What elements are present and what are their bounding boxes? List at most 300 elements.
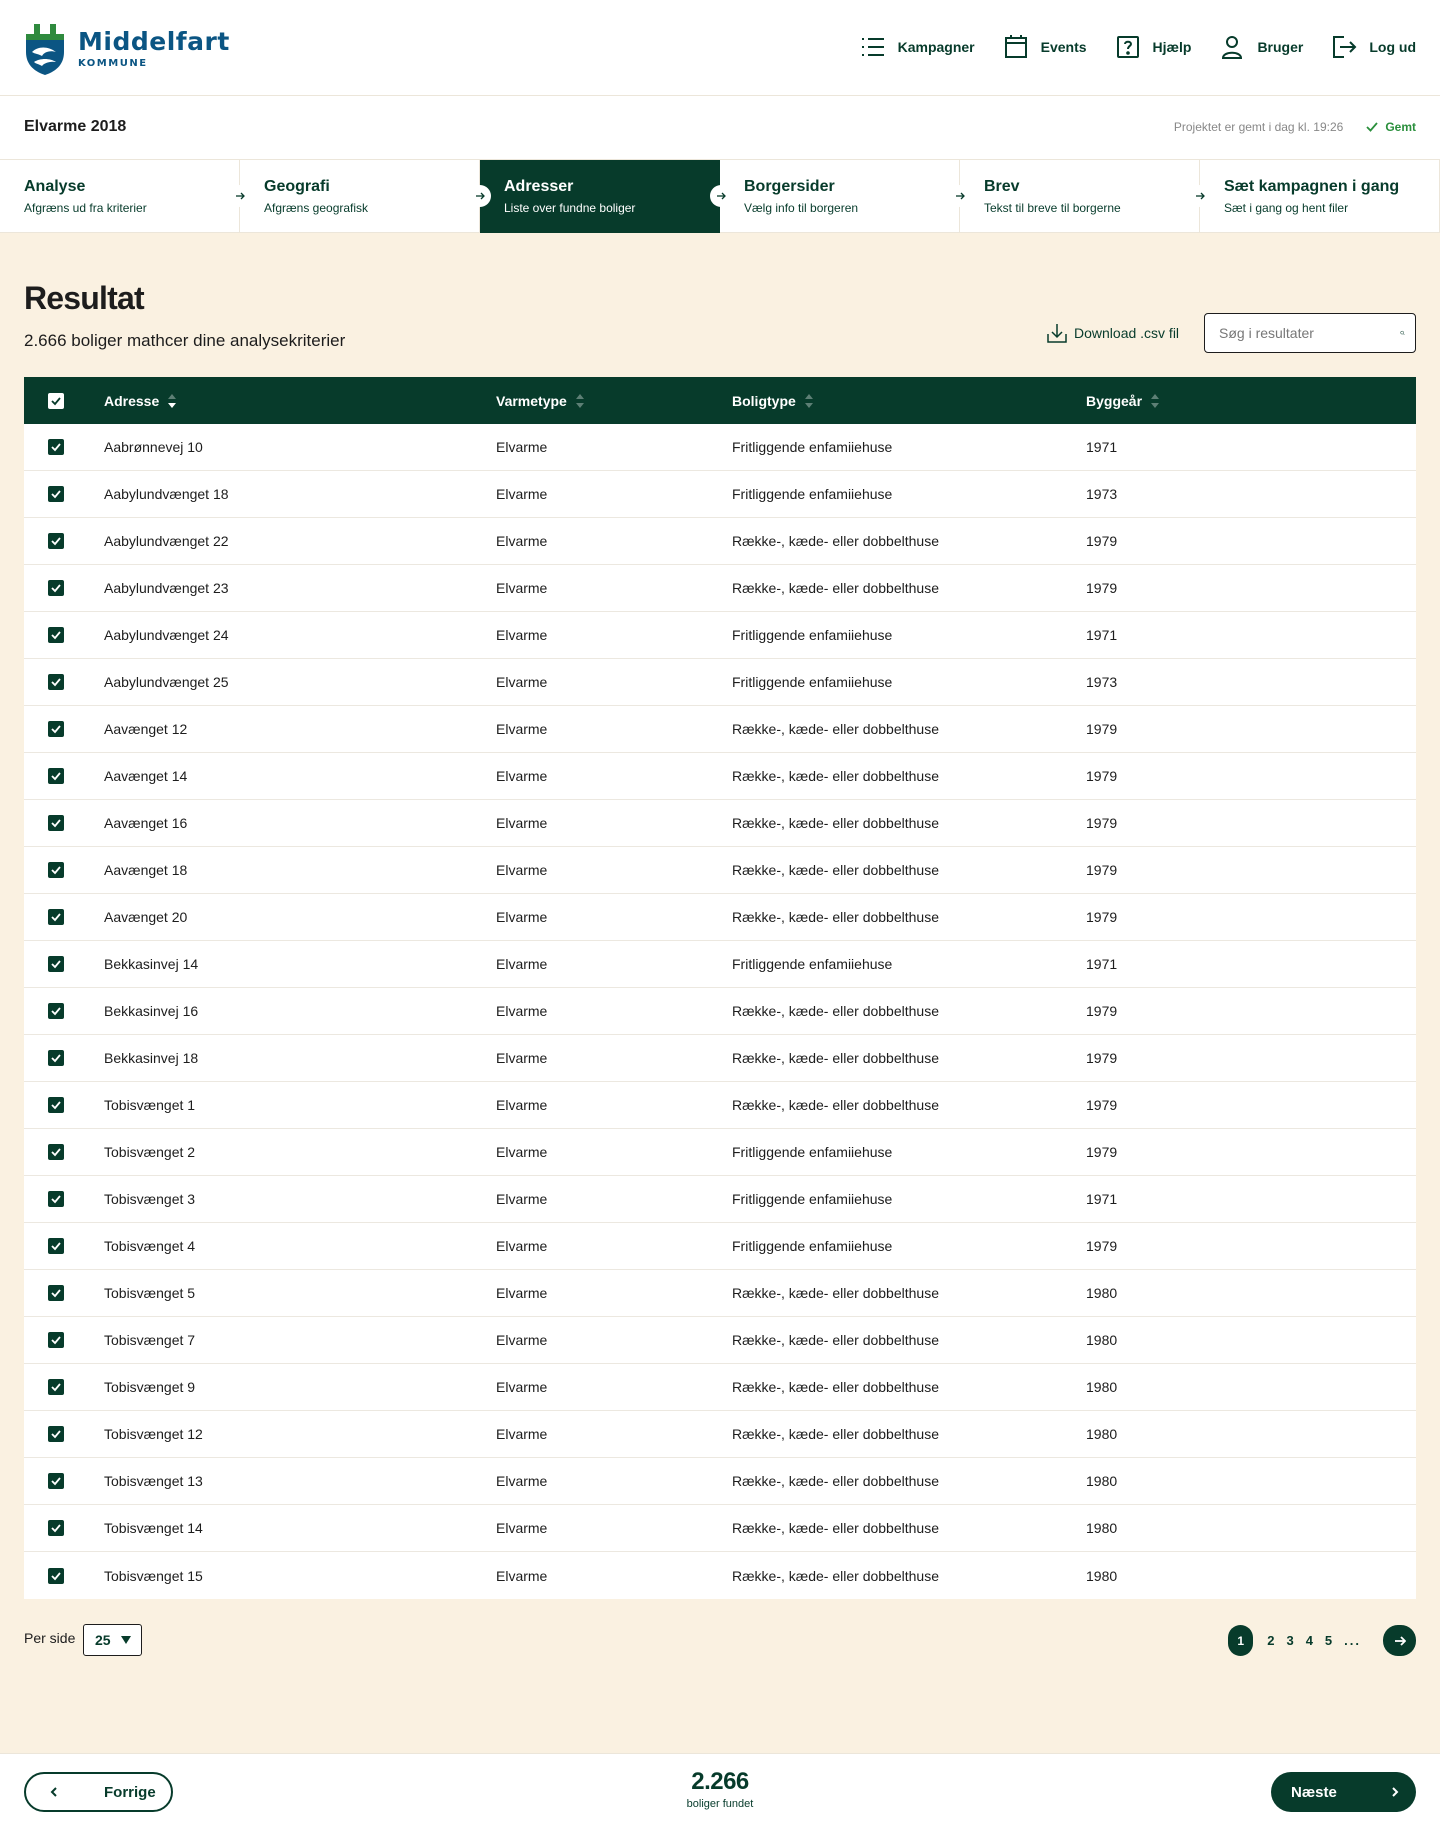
row-checkbox[interactable]: [48, 721, 64, 737]
cell-boligtype: Fritliggende enfamiiehuse: [732, 1238, 893, 1254]
cell-boligtype: Række-, kæde- eller dobbelthuse: [732, 1520, 939, 1536]
list-icon: [860, 34, 886, 60]
previous-button[interactable]: [24, 1772, 173, 1812]
row-checkbox[interactable]: [48, 1379, 64, 1395]
check-icon: [50, 817, 62, 829]
nav-bruger[interactable]: [1219, 34, 1303, 60]
cell-varmetype: Elvarme: [496, 1332, 548, 1348]
table-row[interactable]: [24, 612, 1416, 659]
check-icon: [50, 723, 62, 735]
row-checkbox-cell: [24, 909, 104, 925]
result-count: [620, 1768, 820, 1810]
cell-byggeaar: 1971: [1086, 627, 1118, 643]
search-box: [1204, 313, 1416, 353]
check-icon: [50, 582, 62, 594]
table-row[interactable]: [24, 1129, 1416, 1176]
cell-adresse: Aabylundvænget 22: [104, 533, 229, 549]
table-row[interactable]: [24, 1317, 1416, 1364]
help-icon: [1115, 34, 1141, 60]
result-count-text: 2.666 boliger mathcer dine analysekriterier: [24, 331, 346, 350]
check-icon: [50, 911, 62, 923]
page-title: Resultat: [24, 280, 144, 316]
cell-boligtype: Række-, kæde- eller dobbelthuse: [732, 1003, 939, 1019]
row-checkbox-cell: [24, 580, 104, 596]
arrow-right-icon: [1394, 1635, 1406, 1647]
check-icon: [50, 1334, 62, 1346]
table-row[interactable]: [24, 1364, 1416, 1411]
row-checkbox[interactable]: [48, 1144, 64, 1160]
project-bar: [0, 96, 1440, 160]
table-row[interactable]: [24, 1411, 1416, 1458]
step-arrow: [710, 185, 732, 207]
arrow-right-icon: [954, 190, 966, 202]
step-title: Adresser: [504, 178, 574, 195]
cell-boligtype: Række-, kæde- eller dobbelthuse: [732, 862, 939, 878]
cell-adresse: Aabylundvænget 23: [104, 580, 229, 596]
per-side-value: 25: [95, 1632, 111, 1648]
check-icon: [50, 1146, 62, 1158]
coat-of-arms-icon: [24, 22, 66, 76]
table-row[interactable]: [24, 1505, 1416, 1552]
cell-byggeaar: 1979: [1086, 909, 1118, 925]
cell-varmetype: Elvarme: [496, 674, 548, 690]
project-title: Elvarme 2018: [24, 118, 127, 135]
row-checkbox-cell: [24, 1379, 104, 1395]
nav-hjaelp-label: Hjælp: [1152, 39, 1192, 55]
row-checkbox[interactable]: [48, 674, 64, 690]
cell-adresse: Bekkasinvej 18: [104, 1050, 199, 1066]
cell-byggeaar: 1971: [1086, 1191, 1118, 1207]
check-icon: [50, 1428, 62, 1440]
row-checkbox[interactable]: [48, 1426, 64, 1442]
table-row[interactable]: [24, 847, 1416, 894]
cell-varmetype: Elvarme: [496, 1097, 548, 1113]
cell-byggeaar: 1979: [1086, 1238, 1118, 1254]
cell-varmetype: Elvarme: [496, 909, 548, 925]
row-checkbox-cell: [24, 1332, 104, 1348]
cell-adresse: Tobisvænget 13: [104, 1473, 203, 1489]
row-checkbox[interactable]: [48, 1473, 64, 1489]
cell-adresse: Aabylundvænget 18: [104, 486, 229, 502]
cell-varmetype: Elvarme: [496, 1473, 548, 1489]
cell-boligtype: Fritliggende enfamiiehuse: [732, 627, 893, 643]
wizard-steps: [0, 160, 1440, 233]
check-icon: [50, 535, 62, 547]
row-checkbox[interactable]: [48, 1238, 64, 1254]
per-side-select[interactable]: [83, 1624, 142, 1656]
row-checkbox[interactable]: [48, 815, 64, 831]
step-subtitle: Afgræns ud fra kriterier: [24, 201, 147, 215]
search-input[interactable]: [1219, 325, 1400, 341]
cell-adresse: Bekkasinvej 16: [104, 1003, 199, 1019]
row-checkbox-cell: [24, 1238, 104, 1254]
saved-indicator: [1365, 120, 1416, 134]
arrow-right-icon: [715, 190, 727, 202]
table-row[interactable]: [24, 424, 1416, 471]
check-icon: [50, 1570, 62, 1582]
page-4-button[interactable]: 4: [1305, 1633, 1313, 1648]
cell-varmetype: Elvarme: [496, 627, 548, 643]
row-checkbox-cell: [24, 1568, 104, 1584]
download-icon: [1046, 322, 1068, 344]
step-title: Borgersider: [744, 178, 835, 195]
table-row[interactable]: [24, 800, 1416, 847]
cell-byggeaar: 1980: [1086, 1520, 1118, 1536]
column-label: Varmetype: [496, 392, 567, 409]
check-icon: [50, 629, 62, 641]
step-subtitle: Vælg info til borgeren: [744, 201, 859, 215]
sort-icon: [804, 393, 814, 409]
check-icon: [50, 676, 62, 688]
footer-bar: [0, 1753, 1440, 1833]
cell-byggeaar: 1979: [1086, 1050, 1118, 1066]
cell-adresse: Tobisvænget 4: [104, 1238, 196, 1254]
step-arrow: [949, 185, 971, 207]
table-row[interactable]: [24, 988, 1416, 1035]
cell-byggeaar: 1979: [1086, 533, 1118, 549]
cell-boligtype: Række-, kæde- eller dobbelthuse: [732, 580, 939, 596]
cell-byggeaar: 1973: [1086, 674, 1118, 690]
nav-kampagner[interactable]: [860, 34, 975, 60]
cell-varmetype: Elvarme: [496, 1050, 548, 1066]
cell-adresse: Aavænget 12: [104, 721, 188, 737]
row-checkbox[interactable]: [48, 1568, 64, 1584]
row-checkbox[interactable]: [48, 862, 64, 878]
table-row[interactable]: [24, 1176, 1416, 1223]
row-checkbox-cell: [24, 815, 104, 831]
per-side-label: Per side: [24, 1630, 76, 1646]
table-body: [24, 424, 1416, 1599]
row-checkbox[interactable]: [48, 768, 64, 784]
check-icon: [50, 488, 62, 500]
cell-boligtype: Række-, kæde- eller dobbelthuse: [732, 1473, 939, 1489]
cell-adresse: Tobisvænget 9: [104, 1379, 196, 1395]
download-csv-button[interactable]: [1046, 322, 1179, 344]
row-checkbox[interactable]: [48, 1285, 64, 1301]
row-checkbox[interactable]: [48, 909, 64, 925]
step-geografi[interactable]: [240, 160, 480, 233]
page-1-button[interactable]: 1: [1228, 1625, 1253, 1656]
nav-kampagner-label: Kampagner: [897, 39, 975, 55]
check-icon: [50, 395, 62, 407]
cell-varmetype: Elvarme: [496, 1003, 548, 1019]
row-checkbox-cell: [24, 1191, 104, 1207]
cell-boligtype: Række-, kæde- eller dobbelthuse: [732, 1285, 939, 1301]
cell-byggeaar: 1979: [1086, 1003, 1118, 1019]
step-saet-i-gang[interactable]: [1200, 160, 1440, 233]
cell-boligtype: Række-, kæde- eller dobbelthuse: [732, 1097, 939, 1113]
column-header-boligtype[interactable]: [732, 393, 1086, 409]
next-button[interactable]: [1271, 1772, 1416, 1812]
table-row[interactable]: [24, 1270, 1416, 1317]
row-checkbox-cell: [24, 486, 104, 502]
row-checkbox[interactable]: [48, 580, 64, 596]
column-header-varmetype[interactable]: [496, 393, 732, 409]
step-subtitle: Afgræns geografisk: [264, 201, 369, 215]
check-icon: [50, 1287, 62, 1299]
cell-adresse: Aavænget 16: [104, 815, 188, 831]
previous-button-label: Forrige: [104, 1783, 156, 1801]
cell-boligtype: Række-, kæde- eller dobbelthuse: [732, 1379, 939, 1395]
select-all-checkbox[interactable]: [48, 393, 64, 409]
cell-boligtype: Række-, kæde- eller dobbelthuse: [732, 1567, 939, 1584]
check-icon: [50, 1522, 62, 1534]
cell-byggeaar: 1980: [1086, 1379, 1118, 1395]
cell-boligtype: Række-, kæde- eller dobbelthuse: [732, 533, 939, 549]
result-count-number: 2.266: [691, 1768, 749, 1795]
row-checkbox[interactable]: [48, 1003, 64, 1019]
cell-boligtype: Række-, kæde- eller dobbelthuse: [732, 1050, 939, 1066]
row-checkbox-cell: [24, 533, 104, 549]
cell-adresse: Tobisvænget 3: [104, 1191, 196, 1207]
check-icon: [50, 770, 62, 782]
check-icon: [50, 1005, 62, 1017]
check-icon: [1365, 120, 1379, 134]
cell-byggeaar: 1980: [1086, 1473, 1118, 1489]
nav-events[interactable]: [1003, 34, 1087, 60]
sort-icon: [1150, 393, 1160, 409]
cell-byggeaar: 1979: [1086, 815, 1118, 831]
cell-byggeaar: 1980: [1086, 1332, 1118, 1348]
check-icon: [50, 1052, 62, 1064]
column-header-adresse[interactable]: [104, 393, 496, 409]
cell-adresse: Tobisvænget 14: [104, 1520, 203, 1536]
step-adresser[interactable]: [480, 160, 720, 233]
cell-adresse: Aabrønnevej 10: [104, 439, 203, 455]
step-subtitle: Liste over fundne boliger: [504, 201, 636, 215]
cell-boligtype: Række-, kæde- eller dobbelthuse: [732, 721, 939, 737]
cell-varmetype: Elvarme: [496, 1285, 548, 1301]
cell-byggeaar: 1980: [1086, 1426, 1118, 1442]
column-label: Boligtype: [732, 392, 796, 409]
check-icon: [50, 958, 62, 970]
cell-byggeaar: 1971: [1086, 439, 1118, 455]
nav-bruger-label: Bruger: [1257, 39, 1304, 55]
cell-adresse: Tobisvænget 15: [104, 1567, 203, 1584]
nav-log-ud-label: Log ud: [1369, 39, 1416, 55]
cell-boligtype: Fritliggende enfamiiehuse: [732, 1144, 893, 1160]
cell-varmetype: Elvarme: [496, 721, 548, 737]
row-checkbox[interactable]: [48, 1520, 64, 1536]
step-borgersider[interactable]: [720, 160, 960, 233]
table-row[interactable]: [24, 1035, 1416, 1082]
table-row[interactable]: [24, 471, 1416, 518]
arrow-right-icon: [474, 190, 486, 202]
column-label: Adresse: [104, 392, 160, 409]
cell-varmetype: Elvarme: [496, 486, 548, 502]
cell-byggeaar: 1979: [1086, 1144, 1118, 1160]
row-checkbox[interactable]: [48, 1097, 64, 1113]
pagination-ellipsis: ...: [1344, 1633, 1361, 1648]
cell-varmetype: Elvarme: [496, 1144, 548, 1160]
check-icon: [50, 1099, 62, 1111]
cell-boligtype: Fritliggende enfamiiehuse: [732, 956, 893, 972]
top-header: [0, 0, 1440, 96]
table-row[interactable]: [24, 941, 1416, 988]
row-checkbox-cell: [24, 768, 104, 784]
cell-boligtype: Række-, kæde- eller dobbelthuse: [732, 768, 939, 784]
nav-log-ud[interactable]: [1331, 34, 1416, 60]
check-icon: [50, 1381, 62, 1393]
cell-adresse: Aavænget 18: [104, 862, 188, 878]
column-header-byggeaar[interactable]: [1086, 393, 1416, 409]
cell-adresse: Tobisvænget 2: [104, 1144, 196, 1160]
step-arrow: [229, 185, 251, 207]
header-checkbox-cell: [24, 393, 104, 409]
row-checkbox[interactable]: [48, 956, 64, 972]
table-row[interactable]: [24, 1223, 1416, 1270]
logo-subtitle: KOMMUNE: [78, 58, 148, 69]
cell-adresse: Tobisvænget 1: [104, 1097, 196, 1113]
user-icon: [1219, 34, 1245, 60]
cell-varmetype: Elvarme: [496, 533, 548, 549]
step-subtitle: Sæt i gang og hent filer: [1224, 201, 1349, 215]
sort-icon: [167, 393, 177, 409]
cell-adresse: Tobisvænget 5: [104, 1285, 196, 1301]
row-checkbox-cell: [24, 627, 104, 643]
cell-varmetype: Elvarme: [496, 1238, 548, 1254]
cell-byggeaar: 1979: [1086, 768, 1118, 784]
calendar-icon: [1003, 34, 1029, 60]
cell-varmetype: Elvarme: [496, 1379, 548, 1395]
cell-byggeaar: 1979: [1086, 580, 1118, 596]
cell-adresse: Aavænget 14: [104, 768, 188, 784]
table-row[interactable]: [24, 565, 1416, 612]
save-status: [1174, 120, 1416, 134]
next-page-button[interactable]: [1383, 1625, 1416, 1656]
row-checkbox-cell: [24, 862, 104, 878]
cell-varmetype: Elvarme: [496, 1520, 548, 1536]
table-row[interactable]: [24, 659, 1416, 706]
chevron-left-icon: [48, 1786, 60, 1798]
step-analyse[interactable]: [0, 160, 240, 233]
page-3-button[interactable]: 3: [1286, 1633, 1294, 1648]
row-checkbox[interactable]: [48, 1050, 64, 1066]
row-checkbox[interactable]: [48, 486, 64, 502]
cell-varmetype: Elvarme: [496, 580, 548, 596]
cell-byggeaar: 1971: [1086, 956, 1118, 972]
download-csv-label: Download .csv fil: [1074, 325, 1180, 341]
cell-varmetype: Elvarme: [496, 1426, 548, 1442]
cell-varmetype: Elvarme: [496, 815, 548, 831]
cell-byggeaar: 1979: [1086, 721, 1118, 737]
cell-byggeaar: 1980: [1086, 1285, 1118, 1301]
row-checkbox[interactable]: [48, 533, 64, 549]
table-row[interactable]: [24, 753, 1416, 800]
result-count-label: boliger fundet: [686, 1798, 754, 1810]
row-checkbox[interactable]: [48, 439, 64, 455]
row-checkbox-cell: [24, 1426, 104, 1442]
row-checkbox[interactable]: [48, 627, 64, 643]
cell-adresse: Aabylundvænget 24: [104, 627, 229, 643]
logout-icon: [1331, 34, 1357, 60]
row-checkbox-cell: [24, 439, 104, 455]
nav-events-label: Events: [1040, 39, 1087, 55]
table-row[interactable]: [24, 1082, 1416, 1129]
table-header: [24, 377, 1416, 424]
cell-boligtype: Fritliggende enfamiiehuse: [732, 674, 893, 690]
cell-varmetype: Elvarme: [496, 439, 548, 455]
chevron-right-icon: [1389, 1786, 1401, 1798]
row-checkbox-cell: [24, 721, 104, 737]
check-icon: [50, 1193, 62, 1205]
step-brev[interactable]: [960, 160, 1200, 233]
next-button-label: Næste: [1291, 1783, 1337, 1801]
nav-hjaelp[interactable]: [1115, 34, 1192, 60]
cell-boligtype: Fritliggende enfamiiehuse: [732, 439, 893, 455]
cell-adresse: Tobisvænget 12: [104, 1426, 203, 1442]
cell-byggeaar: 1979: [1086, 862, 1118, 878]
logo-name: Middelfart: [78, 27, 230, 56]
cell-boligtype: Række-, kæde- eller dobbelthuse: [732, 1426, 939, 1442]
cell-varmetype: Elvarme: [496, 956, 548, 972]
step-title: Sæt kampagnen i gang: [1224, 178, 1400, 195]
check-icon: [50, 441, 62, 453]
row-checkbox-cell: [24, 674, 104, 690]
cell-byggeaar: 1979: [1086, 1097, 1118, 1113]
pagination: [1228, 1625, 1416, 1656]
row-checkbox-cell: [24, 1285, 104, 1301]
row-checkbox-cell: [24, 1473, 104, 1489]
arrow-right-icon: [1194, 190, 1206, 202]
table-row[interactable]: [24, 1458, 1416, 1505]
column-label: Byggeår: [1086, 392, 1143, 409]
search-icon[interactable]: [1400, 323, 1405, 343]
cell-boligtype: Række-, kæde- eller dobbelthuse: [732, 815, 939, 831]
cell-adresse: Aabylundvænget 25: [104, 674, 229, 690]
step-arrow: [469, 185, 491, 207]
cell-varmetype: Elvarme: [496, 862, 548, 878]
top-navigation: [832, 34, 1416, 60]
row-checkbox-cell: [24, 1050, 104, 1066]
cell-adresse: Aavænget 20: [104, 909, 188, 925]
cell-boligtype: Række-, kæde- eller dobbelthuse: [732, 1332, 939, 1348]
step-arrow: [1189, 185, 1211, 207]
cell-adresse: Bekkasinvej 14: [104, 956, 199, 972]
row-checkbox[interactable]: [48, 1191, 64, 1207]
cell-byggeaar: 1980: [1086, 1567, 1118, 1584]
table-row[interactable]: [24, 706, 1416, 753]
step-subtitle: Tekst til breve til borgerne: [984, 201, 1121, 215]
check-icon: [50, 1240, 62, 1252]
cell-boligtype: Fritliggende enfamiiehuse: [732, 486, 893, 502]
cell-adresse: Tobisvænget 7: [104, 1332, 196, 1348]
table-row[interactable]: [24, 1552, 1416, 1599]
cell-varmetype: Elvarme: [496, 1567, 548, 1584]
row-checkbox-cell: [24, 1144, 104, 1160]
row-checkbox-cell: [24, 1097, 104, 1113]
check-icon: [50, 1475, 62, 1487]
sort-icon: [575, 393, 585, 409]
row-checkbox[interactable]: [48, 1332, 64, 1348]
table-row[interactable]: [24, 894, 1416, 941]
cell-byggeaar: 1973: [1086, 486, 1118, 502]
page-5-button[interactable]: 5: [1324, 1633, 1333, 1648]
results-table: [24, 377, 1416, 1599]
cell-boligtype: Række-, kæde- eller dobbelthuse: [732, 909, 939, 925]
logo[interactable]: [24, 22, 230, 76]
step-title: Geografi: [264, 178, 330, 195]
table-row[interactable]: [24, 518, 1416, 565]
page-2-button[interactable]: 2: [1267, 1633, 1275, 1648]
saved-timestamp: Projektet er gemt i dag kl. 19:26: [1173, 120, 1344, 134]
cell-varmetype: Elvarme: [496, 768, 548, 784]
arrow-right-icon: [234, 190, 246, 202]
check-icon: [50, 864, 62, 876]
step-title: Brev: [984, 178, 1020, 195]
cell-boligtype: Fritliggende enfamiiehuse: [732, 1191, 893, 1207]
row-checkbox-cell: [24, 1003, 104, 1019]
